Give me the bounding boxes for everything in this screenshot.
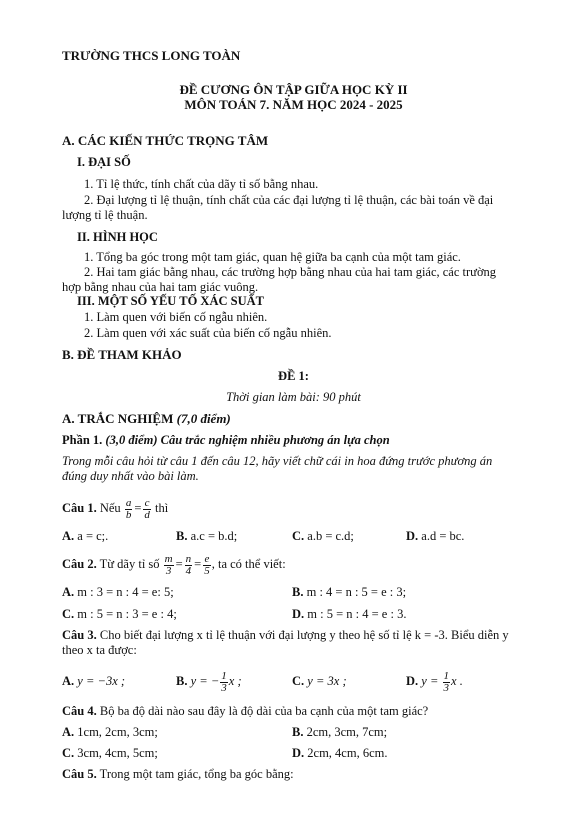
q2-option-b-letter: B. [292,585,304,599]
q3-option-b-den: 3 [221,681,227,694]
q4-option-a[interactable] [62,725,158,740]
q3-option-c[interactable] [292,668,347,694]
exam-time: Thời gian làm bài: 90 phút [226,390,361,404]
school-name: TRƯỜNG THCS LONG TOÀN [62,48,241,63]
q3-option-d-letter: D. [406,674,419,688]
part3-heading: III. MỘT SỐ YẾU TỐ XÁC SUẤT [77,294,264,308]
q2-frac2-den: 4 [185,564,192,577]
part3-item1: 1. Làm quen với biến cố ngẫu nhiên. [84,310,268,324]
q2-option-d-text: m : 5 = n : 4 = e : 3. [304,607,407,621]
q1-option-b-text: a.c = b.d; [187,529,238,543]
q2-option-c-text: m : 5 = n : 3 = e : 4; [74,607,177,621]
q3-option-a[interactable] [62,668,125,694]
q3-option-d-fraction [443,671,451,694]
q4-text: Bộ ba độ dài nào sau đây là độ dài của ba cạnh của một tam giác? [96,704,429,718]
q1-option-c-text: a.b = c.d; [304,529,354,543]
q5-stem [62,767,294,782]
q3-stem-cont: theo x ta được: [62,643,137,657]
q1-option-b-letter: B. [176,529,188,543]
q1-frac2-den: d [144,508,150,521]
q1-frac2-num: c [144,496,150,509]
q1-option-d[interactable] [406,529,464,544]
q1-post: thì [151,501,169,515]
section-a-heading: A. CÁC KIẾN THỨC TRỌNG TÂM [62,133,269,148]
q1-option-a[interactable] [62,529,108,544]
part-a-title: A. TRẮC NGHIỆM [62,411,177,426]
part1-item2: 2. Đại lượng tỉ lệ thuận, tính chất của các đại lượng tỉ lệ thuận, các bài toán về đại [84,193,494,207]
q3-label: Câu 3. [62,628,97,642]
part-a-points: (7,0 điểm) [176,411,231,426]
phan1-heading [62,433,390,448]
q3-text: Cho biết đại lượng x tỉ lệ thuận với đại lượng y theo hệ số tỉ lệ k = -3. Biểu diễn y [96,628,509,642]
q2-frac1-den: 3 [165,564,172,577]
q3-option-d-num: 1 [443,669,450,682]
part1-item2-cont: lượng tỉ lệ thuận. [62,208,148,222]
q3-option-c-letter: C. [292,674,305,688]
q3-option-a-letter: A. [62,674,75,688]
q3-option-d-post: x . [451,674,463,688]
q2-frac3-den: 5 [204,564,210,577]
q2-fraction-m [164,554,174,577]
q1-option-c[interactable] [292,529,354,544]
q1-frac1-num: a [125,496,132,509]
q4-option-b-text: 2cm, 3cm, 7cm; [303,725,388,739]
q1-fraction-a-b [125,498,133,521]
q1-option-d-text: a.d = bc. [418,529,465,543]
q4-stem [62,704,428,719]
instruction-line2: đúng duy nhất vào bài làm. [62,469,199,483]
q3-option-b-fraction [220,671,228,694]
q3-stem [62,628,509,643]
part3-item2: 2. Làm quen với xác suất của biến cố ngẫu nhiên. [84,326,332,340]
q1-option-d-letter: D. [406,529,419,543]
q2-label: Câu 2. [62,557,97,571]
part1-heading: I. ĐẠI SỐ [77,155,131,169]
q2-option-d[interactable] [292,607,406,622]
q1-option-a-text: a = c;. [74,529,109,543]
q3-option-b-post: x ; [228,674,242,688]
q3-option-b-num: 1 [221,669,227,682]
section-b-heading: B. ĐỀ THAM KHẢO [62,347,182,362]
q4-option-b-letter: B. [292,725,304,739]
q2-equals-2: = [194,557,202,571]
q2-fraction-n [185,554,193,577]
q2-fraction-e [203,554,211,577]
q2-option-c[interactable] [62,607,177,622]
q4-label: Câu 4. [62,704,97,718]
q4-option-d-letter: D. [292,746,305,760]
part2-heading: II. HÌNH HỌC [77,230,158,244]
q3-option-b-letter: B. [176,674,188,688]
doc-title-line2: MÔN TOÁN 7. NĂM HỌC 2024 - 2025 [184,97,403,112]
q1-pre: Nếu [96,501,124,515]
q2-post: , ta có thể viết: [211,557,286,571]
q5-label: Câu 5. [62,767,97,781]
q2-option-a-letter: A. [62,585,75,599]
q2-option-b[interactable] [292,585,406,600]
q2-option-a[interactable] [62,585,174,600]
q2-stem [62,551,286,579]
q2-option-c-letter: C. [62,607,75,621]
q1-option-b[interactable] [176,529,237,544]
q4-option-a-letter: A. [62,725,75,739]
q2-option-b-text: m : 4 = n : 5 = e : 3; [303,585,407,599]
q4-option-b[interactable] [292,725,387,740]
q4-option-c-text: 3cm, 4cm, 5cm; [74,746,158,760]
exam-label: ĐỀ 1: [278,369,309,383]
q4-option-c-letter: C. [62,746,75,760]
q4-option-d[interactable] [292,746,387,761]
q3-option-d-den: 3 [443,681,450,694]
q3-option-d-pre: y = [421,674,442,688]
q4-option-a-text: 1cm, 2cm, 3cm; [74,725,158,739]
q1-option-c-letter: C. [292,529,305,543]
q3-option-b-pre: y = − [190,674,220,688]
part-a-heading [62,411,231,426]
q2-option-a-text: m : 3 = n : 4 = e: 5; [74,585,174,599]
q4-option-c[interactable] [62,746,158,761]
q1-option-a-letter: A. [62,529,75,543]
q2-equals-1: = [175,557,183,571]
phan1-title: Phần 1. [62,433,106,447]
part2-item2-cont: hợp bằng nhau của hai tam giác vuông. [62,280,259,294]
instruction-line1: Trong mỗi câu hỏi từ câu 1 đến câu 12, hãy viết chữ cái in hoa đứng trước phương án [62,454,493,468]
q3-option-c-text: y = 3x ; [307,674,347,688]
q1-equals: = [134,501,142,515]
part2-item1: 1. Tổng ba góc trong một tam giác, quan hệ giữa ba cạnh của một tam giác. [84,250,461,264]
q1-fraction-c-d [143,498,151,521]
q1-frac1-den: b [125,508,132,521]
phan1-desc: (3,0 điểm) Câu trắc nghiệm nhiều phương án lựa chọn [105,433,390,447]
q2-frac2-num: n [185,552,192,565]
q1-stem [62,495,168,523]
part1-item1: 1. Tỉ lệ thức, tính chất của dãy tỉ số bằng nhau. [84,177,319,191]
q3-option-b[interactable] [176,668,242,694]
q2-frac1-num: m [164,552,173,565]
doc-title-line1: ĐỀ CƯƠNG ÔN TẬP GIỮA HỌC KỲ II [179,82,408,97]
part2-item2: 2. Hai tam giác bằng nhau, các trường hợp bằng nhau của hai tam giác, các trường [84,265,497,279]
q1-label: Câu 1. [62,501,97,515]
q5-text: Trong một tam giác, tổng ba góc bằng: [96,767,294,781]
q3-option-a-text: y = −3x ; [77,674,126,688]
q4-option-d-text: 2cm, 4cm, 6cm. [304,746,388,760]
q2-option-d-letter: D. [292,607,305,621]
q2-pre: Từ dãy tỉ số [96,557,163,571]
q2-frac3-num: e [204,552,210,565]
q3-option-d[interactable] [406,668,463,694]
